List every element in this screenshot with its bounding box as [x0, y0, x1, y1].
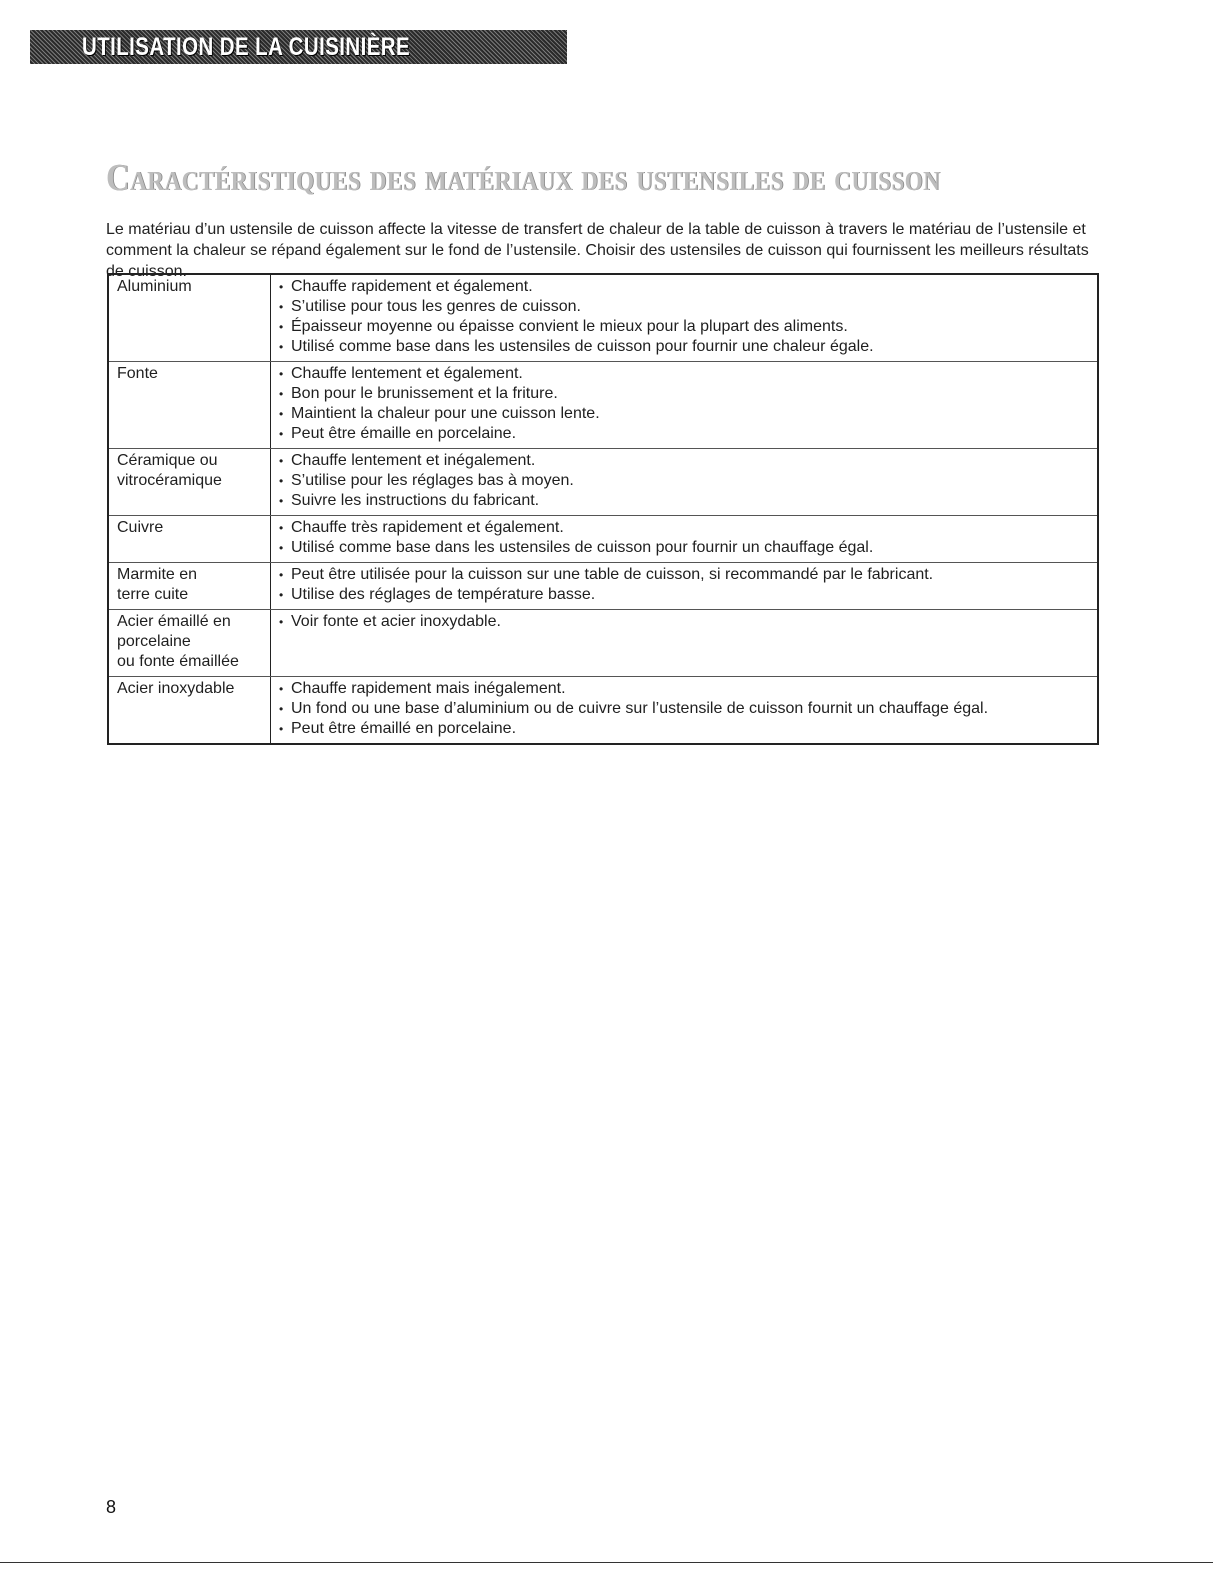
- material-properties-cell: [271, 610, 1099, 677]
- materials-table: [107, 273, 1099, 745]
- table-row: [108, 516, 1098, 563]
- property-item: • Maintient la chaleur pour une cuisson lente.: [279, 404, 1093, 424]
- material-properties-cell: [271, 516, 1099, 563]
- section-banner: [30, 30, 567, 64]
- section-label: UTILISATION DE LA CUISINIÈRE: [82, 33, 411, 61]
- property-item: • Suivre les instructions du fabricant.: [279, 491, 1093, 511]
- material-properties-cell: [271, 677, 1099, 745]
- table-row: [108, 274, 1098, 362]
- page-title: Caractéristiques des matériaux des ustensiles de cuisson: [106, 157, 941, 199]
- property-item: • S’utilise pour les réglages bas à moyen.: [279, 471, 1093, 491]
- property-item: • Chauffe lentement et également.: [279, 364, 1093, 384]
- property-item: • Peut être émaille en porcelaine.: [279, 424, 1093, 444]
- property-item: • Utilisé comme base dans les ustensiles de cuisson pour fournir une chaleur égale.: [279, 337, 1093, 357]
- property-item: • Épaisseur moyenne ou épaisse convient le mieux pour la plupart des aliments.: [279, 317, 1093, 337]
- material-properties-cell: [271, 449, 1099, 516]
- table-row: [108, 610, 1098, 677]
- property-item: • Chauffe très rapidement et également.: [279, 518, 1093, 538]
- material-name-cell: [108, 449, 271, 516]
- property-item: • Bon pour le brunissement et la friture.: [279, 384, 1093, 404]
- table-row: [108, 563, 1098, 610]
- property-item: • Peut être utilisée pour la cuisson sur une table de cuisson, si recommandé par le fabricant.: [279, 565, 1093, 585]
- table-row: [108, 362, 1098, 449]
- material-name: Marmite en terre cuite: [117, 566, 198, 603]
- property-item: • Utilise des réglages de température basse.: [279, 585, 1093, 605]
- material-name: Aluminium: [117, 278, 192, 295]
- property-item: • Chauffe lentement et inégalement.: [279, 451, 1093, 471]
- table-row: [108, 677, 1098, 745]
- property-item: • Chauffe rapidement et également.: [279, 277, 1093, 297]
- intro-paragraph: Le matériau d’un ustensile de cuisson affecte la vitesse de transfert de chaleur de la table de cuisson à travers le matériau de l’ustensile et comment la chaleur se répand également sur le fond de l’ustensile. Choisir des ustensiles de cuisson qui fournissent les meilleurs résultats de cuisson.: [106, 221, 1089, 280]
- page-number: 8: [106, 1497, 117, 1517]
- property-item: • Utilisé comme base dans les ustensiles de cuisson pour fournir un chauffage égal.: [279, 538, 1093, 558]
- material-properties-cell: [271, 563, 1099, 610]
- material-name-cell: [108, 563, 271, 610]
- material-name: Acier inoxydable: [117, 680, 235, 697]
- bottom-divider: [0, 1562, 1213, 1563]
- material-name-cell: [108, 274, 271, 362]
- table-row: [108, 449, 1098, 516]
- property-item: • Voir fonte et acier inoxydable.: [279, 612, 1093, 632]
- property-item: • Un fond ou une base d’aluminium ou de cuivre sur l’ustensile de cuisson fournit un chauffage égal.: [279, 699, 1093, 719]
- material-name: Cuivre: [117, 519, 164, 536]
- property-item: • Peut être émaillé en porcelaine.: [279, 719, 1093, 739]
- material-name: Acier émaillé en porcelaine ou fonte émaillée: [117, 613, 239, 670]
- material-name-cell: [108, 362, 271, 449]
- property-item: • Chauffe rapidement mais inégalement.: [279, 679, 1093, 699]
- material-name: Fonte: [117, 365, 158, 382]
- property-item: • S’utilise pour tous les genres de cuisson.: [279, 297, 1093, 317]
- material-name-cell: [108, 677, 271, 745]
- material-name-cell: [108, 516, 271, 563]
- material-name-cell: [108, 610, 271, 677]
- material-name: Céramique ou vitrocéramique: [117, 452, 222, 489]
- material-properties-cell: [271, 362, 1099, 449]
- material-properties-cell: [271, 274, 1099, 362]
